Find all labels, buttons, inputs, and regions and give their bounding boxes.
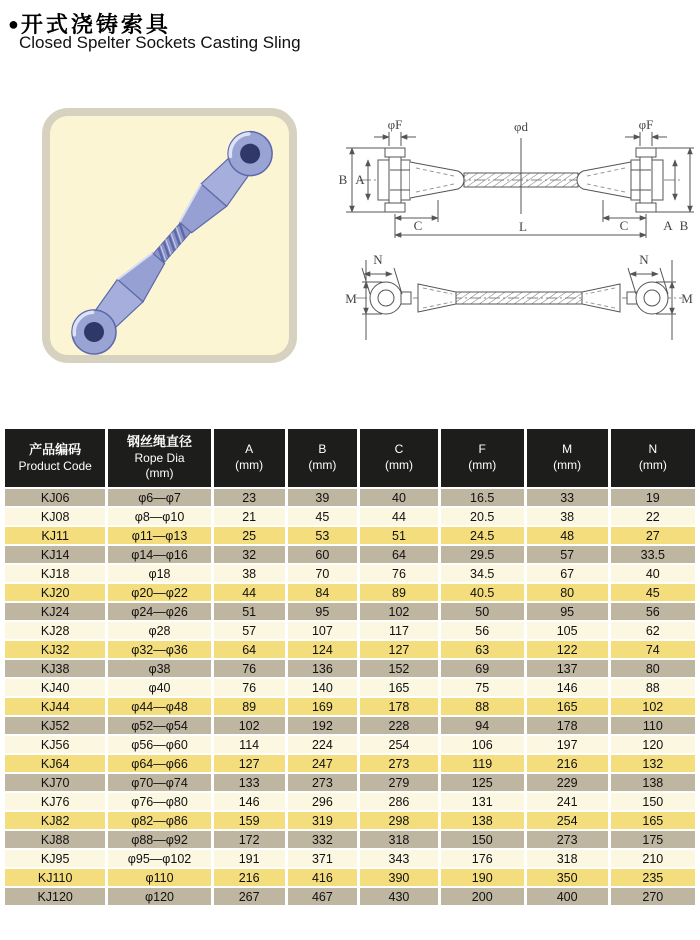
- cell-a-mm: 25: [214, 527, 285, 544]
- column-header-a-mm: A (mm): [214, 429, 285, 487]
- cell-b-mm: 467: [288, 888, 358, 905]
- cell-a-mm: 133: [214, 774, 285, 791]
- cell-f-mm: 69: [441, 660, 524, 677]
- column-header-rope-dia: 钢丝绳直径 Rope Dia (mm): [108, 429, 210, 487]
- table-row: [5, 888, 695, 905]
- table-row: [5, 793, 695, 810]
- cell-c-mm: 298: [360, 812, 438, 829]
- cell-a-mm: 21: [214, 508, 285, 525]
- cell-product-code: KJ20: [5, 584, 105, 601]
- table-row: [5, 489, 695, 506]
- table-row: [5, 546, 695, 563]
- cell-c-mm: 51: [360, 527, 438, 544]
- cell-n-mm: 138: [611, 774, 695, 791]
- cell-a-mm: 23: [214, 489, 285, 506]
- cell-product-code: KJ70: [5, 774, 105, 791]
- cell-product-code: KJ24: [5, 603, 105, 620]
- cell-a-mm: 51: [214, 603, 285, 620]
- table-row: [5, 736, 695, 753]
- cell-c-mm: 430: [360, 888, 438, 905]
- cell-b-mm: 192: [288, 717, 358, 734]
- table-row: [5, 660, 695, 677]
- cell-m-mm: 146: [527, 679, 608, 696]
- cell-product-code: KJ88: [5, 831, 105, 848]
- cell-f-mm: 40.5: [441, 584, 524, 601]
- cell-f-mm: 63: [441, 641, 524, 658]
- cell-m-mm: 95: [527, 603, 608, 620]
- cell-m-mm: 350: [527, 869, 608, 886]
- product-photo: [42, 108, 297, 363]
- cell-a-mm: 38: [214, 565, 285, 582]
- cell-product-code: KJ95: [5, 850, 105, 867]
- cell-f-mm: 20.5: [441, 508, 524, 525]
- cell-c-mm: 127: [360, 641, 438, 658]
- cell-a-mm: 146: [214, 793, 285, 810]
- cell-b-mm: 296: [288, 793, 358, 810]
- cell-a-mm: 44: [214, 584, 285, 601]
- table-row: [5, 641, 695, 658]
- cell-a-mm: 114: [214, 736, 285, 753]
- cell-m-mm: 67: [527, 565, 608, 582]
- cell-b-mm: 416: [288, 869, 358, 886]
- cell-product-code: KJ44: [5, 698, 105, 715]
- cell-n-mm: 88: [611, 679, 695, 696]
- cell-f-mm: 138: [441, 812, 524, 829]
- table-row: [5, 565, 695, 582]
- table-row: [5, 755, 695, 772]
- table-row: [5, 869, 695, 886]
- cell-f-mm: 131: [441, 793, 524, 810]
- cell-m-mm: 80: [527, 584, 608, 601]
- cell-m-mm: 57: [527, 546, 608, 563]
- cell-product-code: KJ06: [5, 489, 105, 506]
- cell-f-mm: 94: [441, 717, 524, 734]
- cell-product-code: KJ82: [5, 812, 105, 829]
- cell-product-code: KJ56: [5, 736, 105, 753]
- cell-a-mm: 159: [214, 812, 285, 829]
- cell-rope-dia: φ95—φ102: [108, 850, 210, 867]
- column-header-product-code: 产品编码 Product Code: [5, 429, 105, 487]
- cell-f-mm: 200: [441, 888, 524, 905]
- cell-rope-dia: φ110: [108, 869, 210, 886]
- cell-rope-dia: φ70—φ74: [108, 774, 210, 791]
- cell-rope-dia: φ20—φ22: [108, 584, 210, 601]
- cell-b-mm: 95: [288, 603, 358, 620]
- cell-b-mm: 247: [288, 755, 358, 772]
- cell-m-mm: 48: [527, 527, 608, 544]
- cell-m-mm: 33: [527, 489, 608, 506]
- dim-label-m-right: M: [681, 291, 693, 306]
- cell-c-mm: 40: [360, 489, 438, 506]
- cell-product-code: KJ52: [5, 717, 105, 734]
- cell-b-mm: 169: [288, 698, 358, 715]
- cell-product-code: KJ64: [5, 755, 105, 772]
- dim-label-phi-f-left: φF: [387, 118, 403, 132]
- cell-c-mm: 279: [360, 774, 438, 791]
- cell-f-mm: 88: [441, 698, 524, 715]
- cell-c-mm: 152: [360, 660, 438, 677]
- cell-product-code: KJ18: [5, 565, 105, 582]
- cell-b-mm: 371: [288, 850, 358, 867]
- cell-f-mm: 75: [441, 679, 524, 696]
- column-header-c-mm: C (mm): [360, 429, 438, 487]
- cell-a-mm: 76: [214, 660, 285, 677]
- cell-product-code: KJ76: [5, 793, 105, 810]
- dim-label-phi-d: φd: [513, 119, 529, 134]
- cell-m-mm: 241: [527, 793, 608, 810]
- cell-product-code: KJ110: [5, 869, 105, 886]
- cell-a-mm: 57: [214, 622, 285, 639]
- cell-f-mm: 56: [441, 622, 524, 639]
- cell-c-mm: 390: [360, 869, 438, 886]
- cell-c-mm: 76: [360, 565, 438, 582]
- cell-m-mm: 137: [527, 660, 608, 677]
- cell-product-code: KJ32: [5, 641, 105, 658]
- spec-table-head-row: [5, 429, 695, 487]
- cell-c-mm: 228: [360, 717, 438, 734]
- cell-n-mm: 40: [611, 565, 695, 582]
- cell-rope-dia: φ76—φ80: [108, 793, 210, 810]
- cell-f-mm: 50: [441, 603, 524, 620]
- cell-a-mm: 216: [214, 869, 285, 886]
- cell-c-mm: 178: [360, 698, 438, 715]
- dim-label-b-right: B: [679, 218, 689, 233]
- cell-m-mm: 165: [527, 698, 608, 715]
- cell-n-mm: 33.5: [611, 546, 695, 563]
- cell-rope-dia: φ64—φ66: [108, 755, 210, 772]
- cell-n-mm: 175: [611, 831, 695, 848]
- cell-a-mm: 89: [214, 698, 285, 715]
- cell-n-mm: 132: [611, 755, 695, 772]
- cell-product-code: KJ38: [5, 660, 105, 677]
- cell-f-mm: 190: [441, 869, 524, 886]
- dim-label-length: L: [519, 219, 527, 234]
- cell-rope-dia: φ11—φ13: [108, 527, 210, 544]
- cell-b-mm: 70: [288, 565, 358, 582]
- cell-rope-dia: φ38: [108, 660, 210, 677]
- table-row: [5, 679, 695, 696]
- cell-c-mm: 318: [360, 831, 438, 848]
- cell-b-mm: 224: [288, 736, 358, 753]
- cell-a-mm: 32: [214, 546, 285, 563]
- column-header-f-mm: F (mm): [441, 429, 524, 487]
- dim-label-a-right: A: [663, 218, 673, 233]
- cell-b-mm: 107: [288, 622, 358, 639]
- technical-drawing-side: [338, 250, 700, 355]
- cell-n-mm: 210: [611, 850, 695, 867]
- cell-b-mm: 60: [288, 546, 358, 563]
- cell-a-mm: 76: [214, 679, 285, 696]
- column-header-b-mm: B (mm): [288, 429, 358, 487]
- cell-b-mm: 140: [288, 679, 358, 696]
- cell-m-mm: 273: [527, 831, 608, 848]
- cell-f-mm: 125: [441, 774, 524, 791]
- cell-rope-dia: φ32—φ36: [108, 641, 210, 658]
- cell-n-mm: 120: [611, 736, 695, 753]
- table-row: [5, 584, 695, 601]
- cell-f-mm: 29.5: [441, 546, 524, 563]
- dim-label-a-left: A: [355, 172, 365, 187]
- cell-n-mm: 102: [611, 698, 695, 715]
- cell-rope-dia: φ52—φ54: [108, 717, 210, 734]
- cell-f-mm: 119: [441, 755, 524, 772]
- cell-c-mm: 102: [360, 603, 438, 620]
- cell-product-code: KJ40: [5, 679, 105, 696]
- spec-table-body: [5, 489, 695, 905]
- dim-label-n-left: N: [373, 252, 383, 267]
- technical-drawing-front: [338, 118, 700, 253]
- cell-b-mm: 39: [288, 489, 358, 506]
- cell-rope-dia: φ14—φ16: [108, 546, 210, 563]
- column-header-m-mm: M (mm): [527, 429, 608, 487]
- cell-c-mm: 165: [360, 679, 438, 696]
- cell-product-code: KJ11: [5, 527, 105, 544]
- cell-m-mm: 178: [527, 717, 608, 734]
- cell-rope-dia: φ24—φ26: [108, 603, 210, 620]
- cell-rope-dia: φ44—φ48: [108, 698, 210, 715]
- table-row: [5, 698, 695, 715]
- cell-rope-dia: φ8—φ10: [108, 508, 210, 525]
- spec-table: [2, 427, 698, 907]
- cell-rope-dia: φ40: [108, 679, 210, 696]
- cell-b-mm: 124: [288, 641, 358, 658]
- table-row: [5, 717, 695, 734]
- sling-photo-illustration: [50, 116, 289, 355]
- cell-b-mm: 332: [288, 831, 358, 848]
- cell-n-mm: 235: [611, 869, 695, 886]
- table-row: [5, 603, 695, 620]
- table-row: [5, 622, 695, 639]
- cell-rope-dia: φ120: [108, 888, 210, 905]
- cell-m-mm: 254: [527, 812, 608, 829]
- cell-b-mm: 84: [288, 584, 358, 601]
- cell-a-mm: 127: [214, 755, 285, 772]
- cell-m-mm: 38: [527, 508, 608, 525]
- table-row: [5, 831, 695, 848]
- cell-c-mm: 343: [360, 850, 438, 867]
- cell-a-mm: 172: [214, 831, 285, 848]
- cell-f-mm: 106: [441, 736, 524, 753]
- table-row: [5, 850, 695, 867]
- cell-rope-dia: φ18: [108, 565, 210, 582]
- table-row: [5, 527, 695, 544]
- bullet-icon: ●: [8, 13, 19, 34]
- dim-label-m-left: M: [345, 291, 357, 306]
- page-subtitle: Closed Spelter Sockets Casting Sling: [19, 33, 301, 52]
- cell-b-mm: 53: [288, 527, 358, 544]
- cell-n-mm: 56: [611, 603, 695, 620]
- cell-n-mm: 62: [611, 622, 695, 639]
- cell-b-mm: 136: [288, 660, 358, 677]
- cell-c-mm: 286: [360, 793, 438, 810]
- cell-n-mm: 22: [611, 508, 695, 525]
- cell-n-mm: 74: [611, 641, 695, 658]
- cell-product-code: KJ28: [5, 622, 105, 639]
- table-row: [5, 774, 695, 791]
- cell-f-mm: 34.5: [441, 565, 524, 582]
- cell-n-mm: 45: [611, 584, 695, 601]
- cell-m-mm: 229: [527, 774, 608, 791]
- cell-f-mm: 176: [441, 850, 524, 867]
- cell-rope-dia: φ82—φ86: [108, 812, 210, 829]
- page-title: 开式浇铸索具: [20, 12, 171, 37]
- dim-label-n-right: N: [639, 252, 649, 267]
- cell-a-mm: 102: [214, 717, 285, 734]
- cell-c-mm: 64: [360, 546, 438, 563]
- cell-f-mm: 24.5: [441, 527, 524, 544]
- cell-n-mm: 110: [611, 717, 695, 734]
- cell-m-mm: 216: [527, 755, 608, 772]
- cell-rope-dia: φ88—φ92: [108, 831, 210, 848]
- cell-f-mm: 16.5: [441, 489, 524, 506]
- dim-label-phi-f-right: φF: [638, 118, 654, 132]
- column-header-n-mm: N (mm): [611, 429, 695, 487]
- cell-a-mm: 267: [214, 888, 285, 905]
- cell-product-code: KJ08: [5, 508, 105, 525]
- cell-c-mm: 89: [360, 584, 438, 601]
- cell-m-mm: 400: [527, 888, 608, 905]
- cell-c-mm: 117: [360, 622, 438, 639]
- cell-product-code: KJ14: [5, 546, 105, 563]
- cell-a-mm: 64: [214, 641, 285, 658]
- table-row: [5, 812, 695, 829]
- cell-product-code: KJ120: [5, 888, 105, 905]
- cell-n-mm: 270: [611, 888, 695, 905]
- cell-f-mm: 150: [441, 831, 524, 848]
- cell-a-mm: 191: [214, 850, 285, 867]
- cell-m-mm: 122: [527, 641, 608, 658]
- cell-c-mm: 254: [360, 736, 438, 753]
- cell-b-mm: 273: [288, 774, 358, 791]
- cell-m-mm: 197: [527, 736, 608, 753]
- cell-rope-dia: φ6—φ7: [108, 489, 210, 506]
- cell-rope-dia: φ56—φ60: [108, 736, 210, 753]
- cell-c-mm: 273: [360, 755, 438, 772]
- cell-n-mm: 19: [611, 489, 695, 506]
- dim-label-b-left: B: [338, 172, 348, 187]
- cell-n-mm: 150: [611, 793, 695, 810]
- cell-c-mm: 44: [360, 508, 438, 525]
- table-row: [5, 508, 695, 525]
- cell-rope-dia: φ28: [108, 622, 210, 639]
- cell-n-mm: 165: [611, 812, 695, 829]
- cell-b-mm: 45: [288, 508, 358, 525]
- dim-label-c-right: C: [619, 218, 629, 233]
- cell-n-mm: 27: [611, 527, 695, 544]
- dim-label-c-left: C: [413, 218, 423, 233]
- cell-n-mm: 80: [611, 660, 695, 677]
- cell-m-mm: 318: [527, 850, 608, 867]
- cell-m-mm: 105: [527, 622, 608, 639]
- cell-b-mm: 319: [288, 812, 358, 829]
